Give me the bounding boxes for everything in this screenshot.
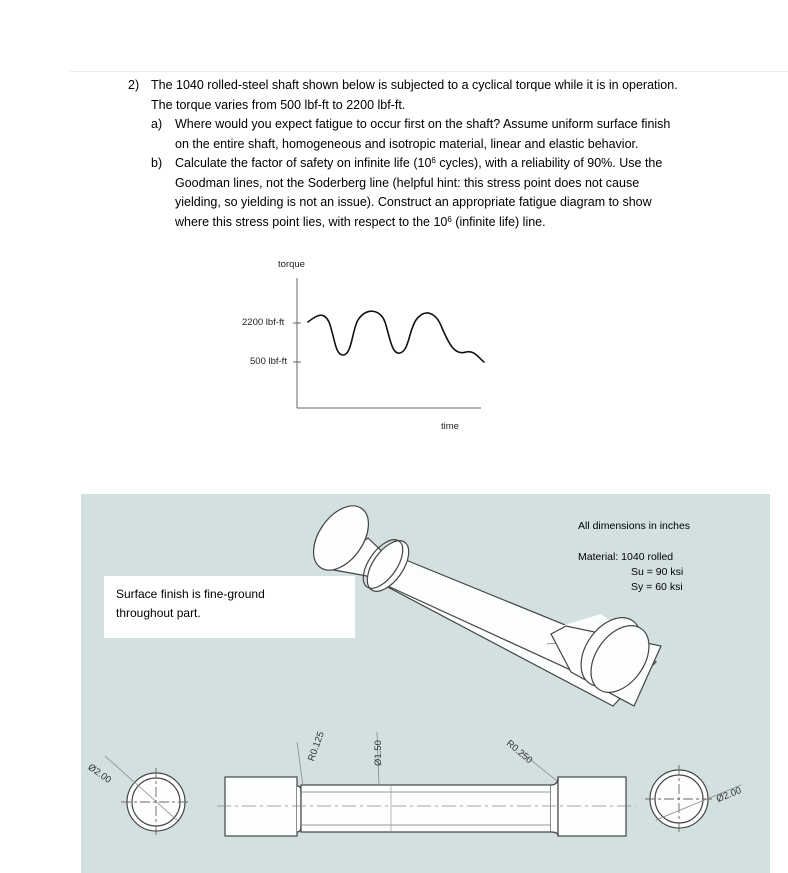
time-axis-title: time [441, 421, 459, 432]
part-b-line-1: b) Calculate the factor of safety on infinite life ($10^6$ cycles), with a reliability of 90%. Use the [128, 154, 768, 174]
part-a-line-1: a) Where would you expect fatigue to occur first on the shaft? Assume uniform surface finish [128, 115, 768, 135]
intro-line-2: The torque varies from 500 lbf-ft to 2200 lbf-ft. [151, 97, 406, 112]
part-b-label: b) [151, 156, 163, 170]
problem-number: 2) [128, 78, 140, 92]
material-note: Material: 1040 rolled [578, 551, 674, 563]
yield-strength: Sy = 60 ksi [631, 581, 683, 593]
torque-curve [308, 311, 484, 362]
left-end-view [105, 756, 191, 836]
intro-line-1: 2) The 1040 rolled-steel shaft shown below is subjected to a cyclical torque while it is in operation. [128, 76, 768, 96]
min-torque-label: 500 lbf-ft [250, 356, 287, 367]
torque-axis-title: torque [278, 259, 305, 270]
ultimate-strength: Su = 90 ksi [631, 566, 684, 578]
part-b-line-3: yielding, so yielding is not an issue). Construct an appropriate fatigue diagram to show [175, 195, 652, 209]
dim-fillet-large: R0.250 [503, 738, 535, 767]
dim-center-diameter: Ø1.50 [373, 740, 384, 766]
shaft-drawing-panel [81, 494, 770, 873]
top-divider [70, 71, 788, 72]
max-torque-label: 2200 lbf-ft [242, 317, 285, 328]
dim-right-diameter: Ø2.00 [714, 785, 744, 805]
part-a-line-2: on the entire shaft, homogeneous and isotropic material, linear and elastic behavior. [175, 136, 639, 151]
part-b-line-4: where this stress point lies, with respect to the $10^6$ (infinite life) line. [175, 214, 546, 229]
dim-left-diameter: Ø2.00 [85, 762, 114, 786]
units-note: All dimensions in inches [578, 520, 691, 532]
finish-note-line-2: throughout part. [116, 606, 201, 620]
finish-note-line-1: Surface finish is fine-ground [116, 587, 265, 601]
side-view-shaft [217, 732, 636, 836]
surface-finish-note [104, 576, 355, 638]
dim-fillet-small: R0.125 [306, 730, 327, 763]
part-a-label: a) [151, 117, 163, 131]
part-b-line-2: Goodman lines, not the Soderberg line (helpful hint: this stress point does not cause [175, 175, 640, 190]
problem-statement [128, 76, 768, 232]
